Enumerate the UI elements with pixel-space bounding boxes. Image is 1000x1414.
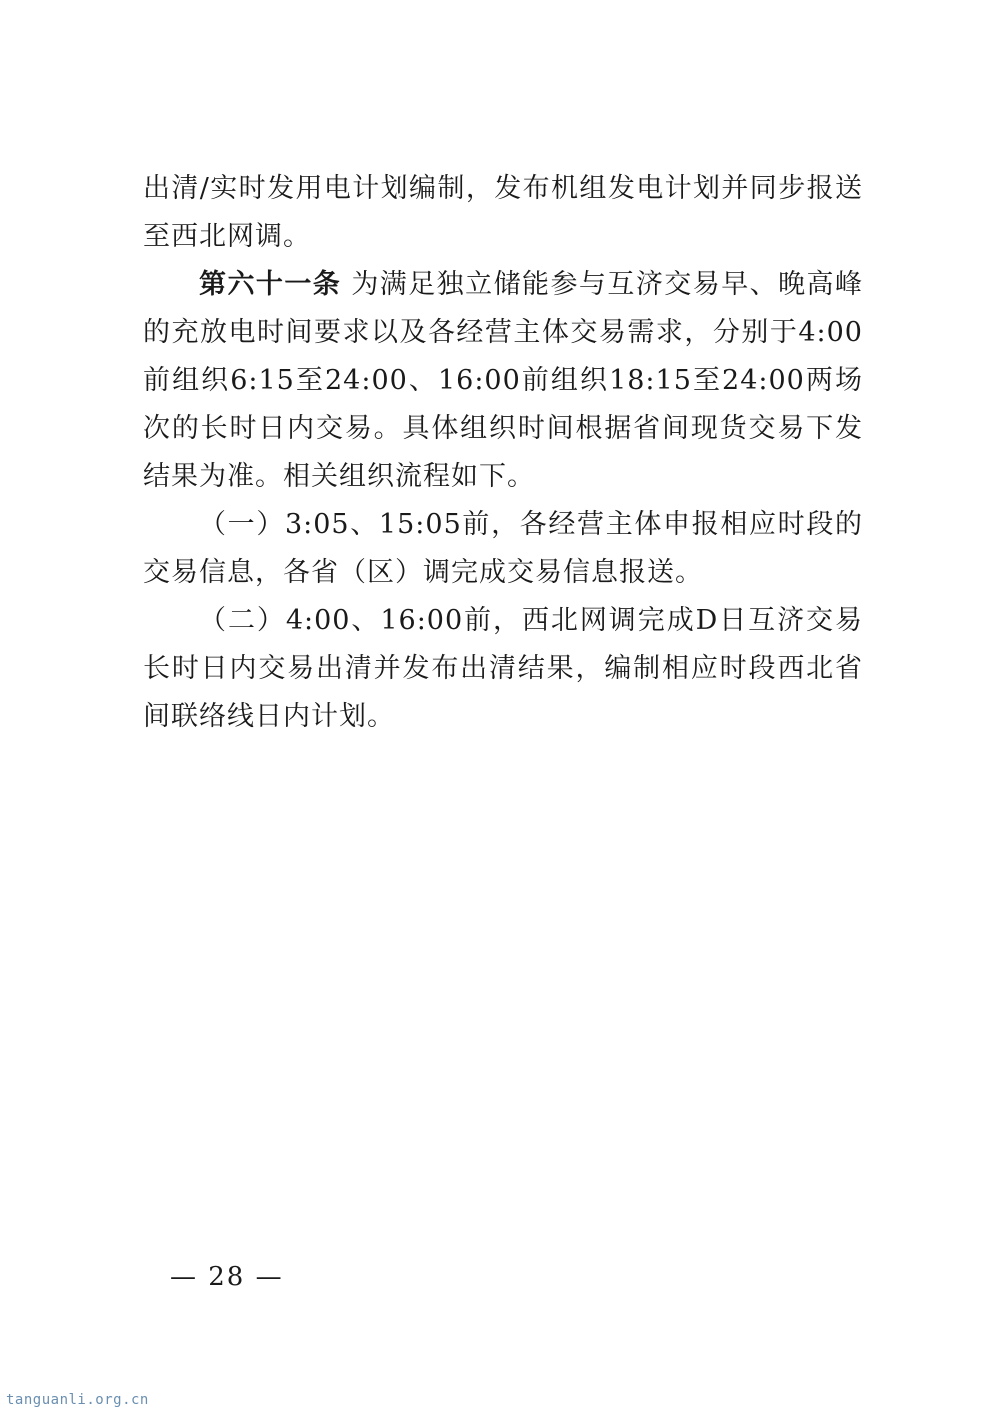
paragraph-article-61 — [143, 261, 863, 501]
body-text-item-2 — [143, 597, 863, 741]
paragraph-item-2: （二）4:00、16:00前，西北网调完成D日互济交易长时日内交易出清并发布出清结果，编制相应时段西北省间联络线日内计划。 — [143, 605, 863, 732]
paragraph-continuation: 出清/实时发用电计划编制，发布机组发电计划并同步报送至西北网调。 — [143, 173, 863, 252]
paragraph-item-1: （一）3:05、15:05前，各经营主体申报相应时段的交易信息，各省（区）调完成交易信息报送。 — [143, 509, 863, 588]
article-heading: 第六十一条 — [199, 269, 342, 300]
page-number: — 28 — — [170, 1262, 284, 1292]
watermark-text: tanguanli.org.cn — [6, 1392, 149, 1408]
body-text-item-1 — [143, 501, 863, 597]
body-text — [143, 165, 863, 261]
body-text-article-61 — [143, 261, 863, 501]
article-text: 为满足独立储能参与互济交易早、晚高峰的充放电时间要求以及各经营主体交易需求，分别于4:00前组织6:15至24:00、16:00前组织18:15至24:00两场次的长时日内交易。具体组织时间根据省间现货交易下发结果为准。相关组织流程如下。 — [143, 269, 864, 492]
